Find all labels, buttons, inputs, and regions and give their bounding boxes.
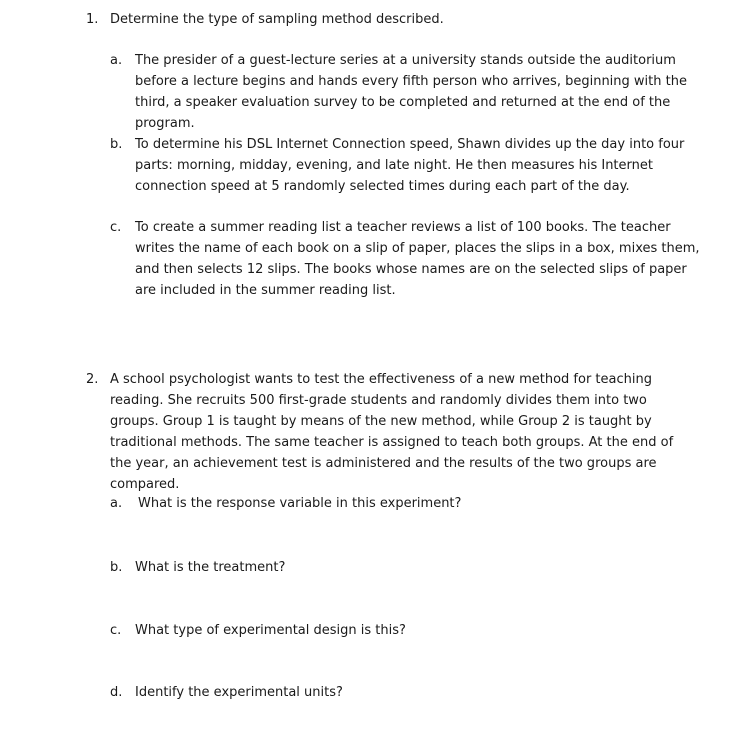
part-text: Identify the experimental units? xyxy=(135,685,343,700)
part-letter: c. xyxy=(110,220,122,235)
part-text: What type of experimental design is this? xyxy=(135,623,406,638)
part-text: To create a summer reading list a teacher reviews a list of 100 books. The teacher writes the name of each book on a slip of paper, places the slips in a box, mixes them, and then selects 12 slips. The books whose names are on the selected slips of paper are included in the summer reading list. xyxy=(135,220,700,298)
question-number: 2. xyxy=(86,372,99,387)
question-prompt: A school psychologist wants to test the effectiveness of a new method for teaching reading. She recruits 500 first-grade students and randomly divides them into two groups. Group 1 is taught by means of the new method, while Group 2 is taught by traditional methods. The same teacher is assigned to teach both groups. At the end of the year, an achievement test is administered and the results of the two groups are compared. xyxy=(110,372,674,492)
part-letter: b. xyxy=(110,560,123,575)
part-letter: a. xyxy=(110,496,123,511)
part-text: To determine his DSL Internet Connection speed, Shawn divides up the day into four parts: morning, midday, evening, and late night. He then measures his Internet connection speed at 5 randomly selected times during each part of the day. xyxy=(135,137,685,194)
part-text: The presider of a guest-lecture series at a university stands outside the auditorium before a lecture begins and hands every fifth person who arrives, beginning with the third, a speaker evaluation survey to be completed and returned at the end of the program. xyxy=(135,53,687,131)
part-letter: c. xyxy=(110,623,122,638)
question-prompt: Determine the type of sampling method described. xyxy=(110,12,444,27)
part-letter: b. xyxy=(110,137,123,152)
part-letter: d. xyxy=(110,685,123,700)
part-text: What is the response variable in this experiment? xyxy=(138,496,462,511)
question-number: 1. xyxy=(86,12,99,27)
part-letter: a. xyxy=(110,53,123,68)
part-text: What is the treatment? xyxy=(135,560,286,575)
